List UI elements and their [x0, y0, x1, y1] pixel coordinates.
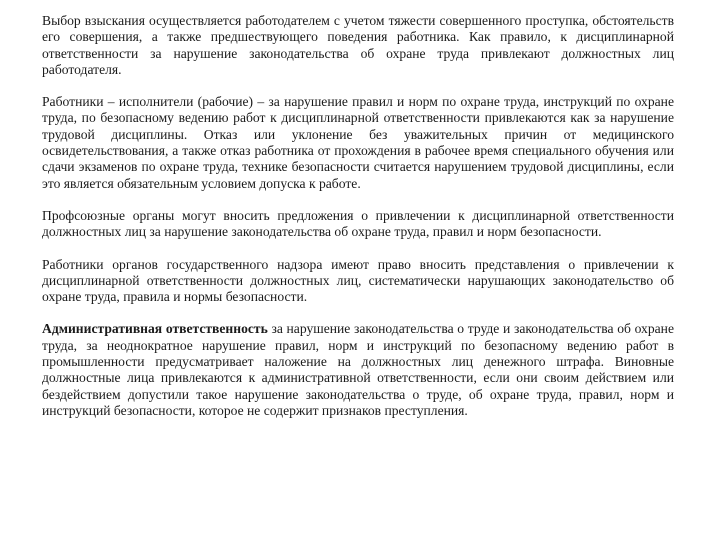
paragraph-text: Выбор взыскания осуществляется работодателем с учетом тяжести совершенного проступка, обстоятельств его совершения, а также предшествующего поведения работника. Как правило, к дисциплинарной ответственности за нарушение законодательства об охране труда привлекают должностных лиц работодателя. — [42, 13, 674, 77]
paragraph-text: Работники – исполнители (рабочие) – за нарушение правил и норм по охране труда, инструкций по охране труда, по безопасному ведению работ к дисциплинарной ответственности привлекаются как за нарушение трудовой дисциплины. Отказ или уклонение без уважительных причин от медицинского освидетельствования, а также отказ работника от прохождения в рабочее время специального обучения или сдачи экзаменов по охране труда, технике безопасности считается нарушением трудовой дисциплины, если это является обязательным условием допуска к работе. — [42, 94, 674, 191]
paragraph-workers-responsibility — [42, 94, 674, 192]
paragraph-state-supervision — [42, 257, 674, 306]
paragraph-text: Профсоюзные органы могут вносить предложения о привлечении к дисциплинарной ответственности должностных лиц за нарушение законодательства об охране труда, правил и норм безопасности. — [42, 207, 674, 240]
bold-term: Административная ответственность — [42, 321, 268, 337]
paragraph-text: за нарушение законодательства о труде и законодательства об охране труда, за неоднократное нарушение правил, норм и инструкций по безопасному ведению работ в промышленности предусматривает наложение на должностных лиц денежного штрафа. Виновные должностные лица привлекаются к административной ответственности, если они своим действием или бездействием допустили такое нарушение законодательства о труде, об охране труда, правил, норм и инструкций безопасности, которое не содержит признаков преступления. — [42, 321, 674, 418]
paragraph-trade-union — [42, 208, 674, 241]
paragraph-text: Работники органов государственного надзора имеют право вносить представления о привлечении к дисциплинарной ответственности должностных лиц, систематически нарушающих законодательство об охране труда, правила и нормы безопасности. — [42, 256, 674, 305]
paragraph-administrative-responsibility — [42, 321, 674, 419]
paragraph-penalty-choice — [42, 13, 674, 78]
